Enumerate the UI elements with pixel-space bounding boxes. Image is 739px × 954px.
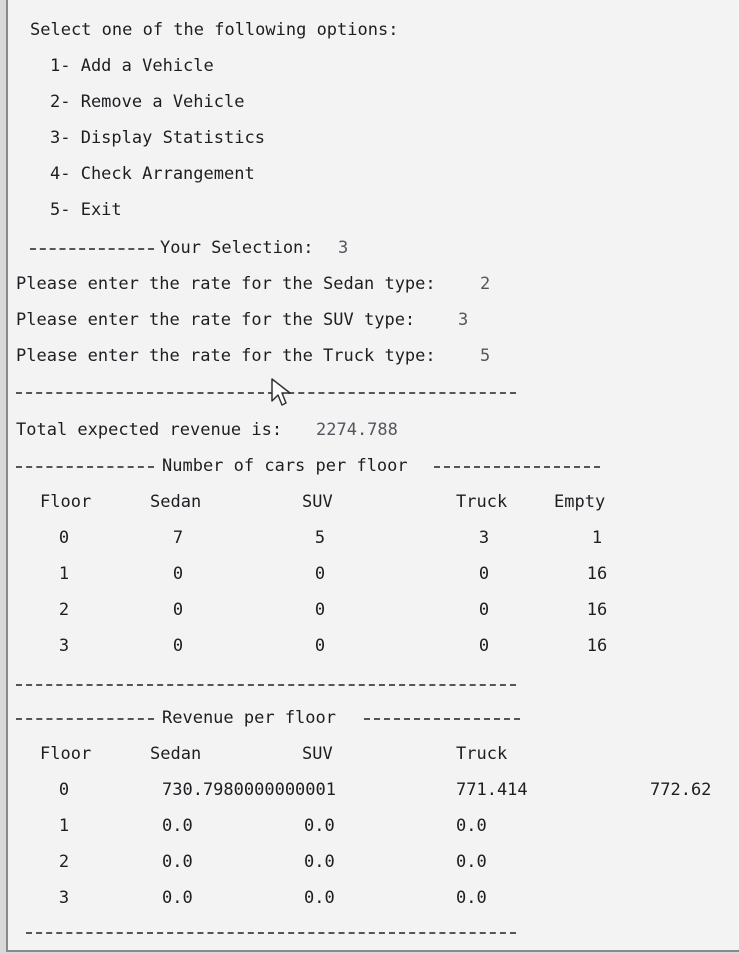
table-cell: 3 bbox=[478, 528, 490, 548]
menu-option-add: 1- Add a Vehicle bbox=[50, 56, 214, 76]
separator bbox=[16, 684, 516, 686]
cars-header-floor: Floor bbox=[40, 492, 92, 512]
table-cell: 0.0 bbox=[162, 888, 193, 908]
table-cell: 0 bbox=[478, 636, 490, 656]
table-cell: 0 bbox=[58, 780, 70, 800]
table-cell: 1 bbox=[591, 528, 603, 548]
table-cell: 0 bbox=[314, 600, 326, 620]
table-cell: 0.0 bbox=[304, 852, 335, 872]
table-cell: 0.0 bbox=[304, 816, 335, 836]
selection-label: Your Selection: bbox=[160, 238, 314, 258]
table-cell: 0.0 bbox=[456, 852, 487, 872]
rate-sedan-value: 2 bbox=[480, 274, 491, 294]
table-cell: 0.0 bbox=[456, 816, 487, 836]
table-cell: 16 bbox=[586, 564, 608, 584]
revenue-header-truck: Truck bbox=[456, 744, 508, 764]
table-cell: 0 bbox=[172, 636, 184, 656]
table-cell: 3 bbox=[58, 636, 70, 656]
table-cell: 0.0 bbox=[162, 816, 193, 836]
table-cell: 0 bbox=[478, 564, 490, 584]
revenue-header-sedan: Sedan bbox=[150, 744, 202, 764]
selection-value: 3 bbox=[338, 238, 349, 258]
table-cell: 0 bbox=[314, 636, 326, 656]
table-cell: 0.0 bbox=[456, 888, 487, 908]
menu-prompt: Select one of the following options: bbox=[30, 20, 399, 40]
cars-table-title: Number of cars per floor bbox=[162, 456, 408, 476]
table-cell: 2 bbox=[58, 852, 70, 872]
table-cell: 5 bbox=[314, 528, 326, 548]
table-cell: 0.0 bbox=[304, 888, 335, 908]
separator bbox=[26, 932, 516, 934]
revenue-header-floor: Floor bbox=[40, 744, 92, 764]
table-cell: 730.7980000000001 bbox=[162, 780, 336, 800]
table-cell: 2 bbox=[58, 600, 70, 620]
total-revenue-value: 2274.788 bbox=[316, 420, 398, 440]
separator bbox=[364, 718, 520, 720]
menu-option-remove: 2- Remove a Vehicle bbox=[50, 92, 245, 112]
terminal-output bbox=[6, 0, 739, 952]
cars-header-sedan: Sedan bbox=[150, 492, 202, 512]
table-cell: 0 bbox=[58, 528, 70, 548]
separator bbox=[30, 248, 154, 250]
total-revenue-label: Total expected revenue is: bbox=[16, 420, 283, 440]
menu-option-exit: 5- Exit bbox=[50, 200, 122, 220]
revenue-table-title: Revenue per floor bbox=[162, 708, 336, 728]
table-cell: 1 bbox=[58, 564, 70, 584]
table-cell: 1 bbox=[58, 816, 70, 836]
table-cell: 7 bbox=[172, 528, 184, 548]
table-cell: 0 bbox=[172, 600, 184, 620]
table-cell: 771.414 bbox=[456, 780, 528, 800]
rate-suv-label: Please enter the rate for the SUV type: bbox=[16, 310, 416, 330]
table-cell: 772.62 bbox=[650, 780, 712, 800]
menu-option-arrangement: 4- Check Arrangement bbox=[50, 164, 255, 184]
table-cell: 16 bbox=[586, 600, 608, 620]
rate-sedan-label: Please enter the rate for the Sedan type: bbox=[16, 274, 436, 294]
mouse-cursor-icon bbox=[270, 377, 292, 407]
cars-header-empty: Empty bbox=[554, 492, 606, 512]
cars-header-truck: Truck bbox=[456, 492, 508, 512]
table-cell: 3 bbox=[58, 888, 70, 908]
separator bbox=[16, 466, 154, 468]
rate-truck-value: 5 bbox=[480, 346, 491, 366]
table-cell: 0 bbox=[172, 564, 184, 584]
cars-header-suv: SUV bbox=[302, 492, 333, 512]
separator bbox=[16, 718, 154, 720]
table-cell: 0 bbox=[314, 564, 326, 584]
revenue-header-suv: SUV bbox=[302, 744, 333, 764]
separator bbox=[16, 392, 516, 394]
menu-option-statistics: 3- Display Statistics bbox=[50, 128, 265, 148]
table-cell: 0.0 bbox=[162, 852, 193, 872]
rate-suv-value: 3 bbox=[458, 310, 469, 330]
separator bbox=[434, 466, 600, 468]
rate-truck-label: Please enter the rate for the Truck type: bbox=[16, 346, 436, 366]
table-cell: 0 bbox=[478, 600, 490, 620]
table-cell: 16 bbox=[586, 636, 608, 656]
